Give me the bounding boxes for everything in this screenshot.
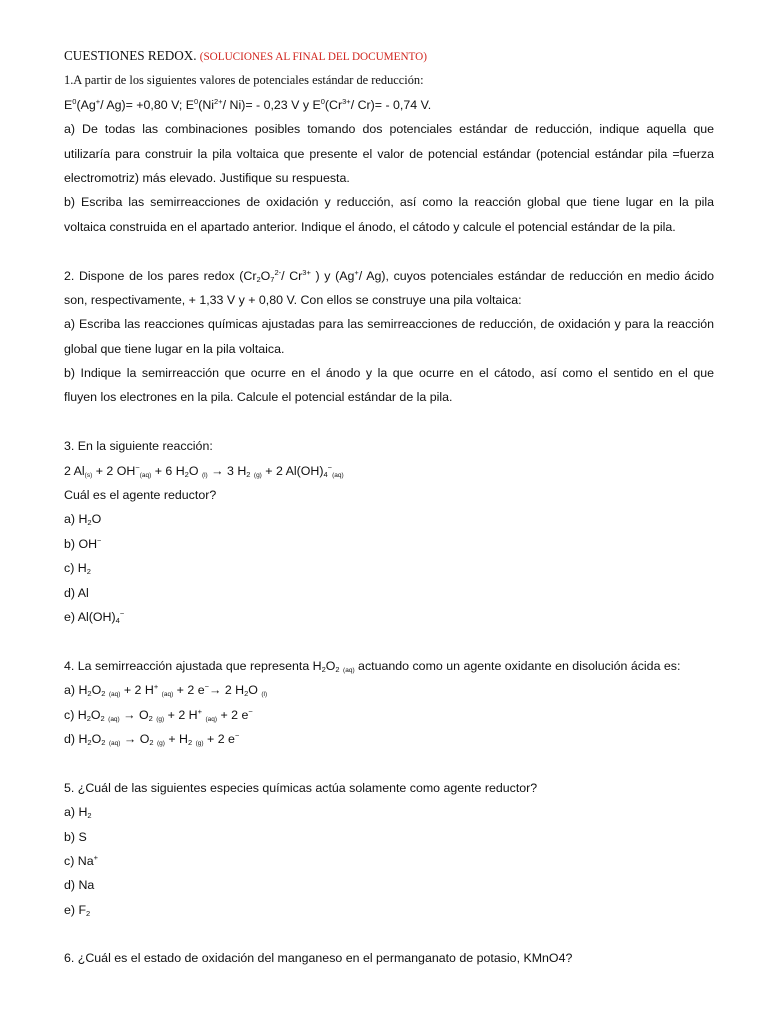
q1-potentials: $E^0(Ag^+/$ Ag)= +0,80 V; $E^0(Ni^{2+}/$ Ni)= - 0,23 V y $E^0(Cr^{3+}/$ Cr)= - 0,74 V. xyxy=(64,96,432,112)
q1-a-line-1: a) De todas las combinaciones posibles tomando dos potenciales estándar de reducción, indique aquella que xyxy=(64,122,714,137)
q2-a-line-2: global que tiene lugar en la pila voltaica. xyxy=(64,341,285,356)
q2-b-line-2: fluyen los electrones en la pila. Calcule el potencial estándar de la pila. xyxy=(64,390,453,405)
q3-reaction: 2 Al(s) + 2 OH−(aq) + 6 $H_2O$ (l) → 3 $H_2$ (g) + 2 $Al(OH)_4^-(aq)$ xyxy=(64,462,344,479)
q4-option-d: d) $H_2O_2$ $(aq) \to O_2$ $(g) + H_2$ (g) + 2 e− xyxy=(64,730,240,747)
q4-option-c: c) $H_2O_2$ $(aq) \to O_2$ (g) + 2 H+ (aq) + 2 e− xyxy=(64,706,253,723)
q3-question: Cuál es el agente reductor? xyxy=(64,488,217,503)
q6-intro: 6. ¿Cuál es el estado de oxidación del manganeso en el permanganato de potasio, KMnO4? xyxy=(64,951,573,966)
q5-option-b: b) S xyxy=(64,829,87,844)
q3-option-e: e) $Al(OH)_4^-$ xyxy=(64,608,125,625)
q2-b-line-1: b) Indique la semirreacción que ocurre en el ánodo y la que ocurre en el cátodo, así como el sentido en el que xyxy=(64,366,714,381)
q1-intro: 1.A partir de los siguientes valores de potenciales estándar de reducción: xyxy=(64,73,424,88)
q5-option-e: e) $F_2$ xyxy=(64,902,91,918)
q5-option-c: c) Na+ xyxy=(64,852,98,868)
q4-intro: 4. La semirreacción ajustada que representa $H_2O_2$ (aq) actuando como un agente oxidante en disolución ácida es: xyxy=(64,658,681,674)
q3-option-c: c) $H_2$ xyxy=(64,561,91,577)
document-page xyxy=(64,44,714,971)
solutions-note: (SOLUCIONES AL FINAL DEL DOCUMENTO) xyxy=(199,51,427,63)
q4-option-a: a) $H_2O_2$ (aq) + 2 H+ (aq) + 2 e−→ 2 $H_2O$ (l) xyxy=(64,682,268,699)
q3-intro: 3. En la siguiente reacción: xyxy=(64,439,213,454)
q5-option-d: d) Na xyxy=(64,878,95,893)
document-header xyxy=(64,44,714,68)
q5-option-a: a) $H_2$ xyxy=(64,805,92,821)
document-title: CUESTIONES REDOX. xyxy=(64,48,197,63)
q5-intro: 5. ¿Cuál de las siguientes especies químicas actúa solamente como agente reductor? xyxy=(64,780,538,795)
q3-option-a: a) $H_2O$ xyxy=(64,512,102,528)
q2-intro-line-1: 2. Dispone de los pares redox ($Cr_2O_7^{2-}/$ $Cr^{3+}$ ) y (Ag+/ Ag), cuyos potenciales estándar de reducción en medio ácido xyxy=(64,267,714,284)
q1-a-line-3: electromotriz) más elevado. Justifique su respuesta. xyxy=(64,170,350,185)
q1-a-line-2: utilizaría para construir la pila voltaica que presente el valor de potencial estándar (potencial estándar pila =fuerza xyxy=(64,146,714,161)
q1-b-line-1: b) Escriba las semirreacciones de oxidación y reducción, así como la reacción global que tiene lugar en la pila xyxy=(64,195,714,210)
q2-a-line-1: a) Escriba las reacciones químicas ajustadas para las semirreacciones de reducción, de oxidación y para la reacción xyxy=(64,317,714,332)
q3-option-d: d) Al xyxy=(64,585,89,600)
q3-option-b: b) OH− xyxy=(64,535,102,551)
q1-b-line-2: voltaica construida en el apartado anterior. Indique el ánodo, el cátodo y calcule el potencial estándar de la pila. xyxy=(64,219,676,234)
q2-intro-line-2: son, respectivamente, + 1,33 V y + 0,80 V. Con ellos se construye una pila voltaica: xyxy=(64,292,522,307)
